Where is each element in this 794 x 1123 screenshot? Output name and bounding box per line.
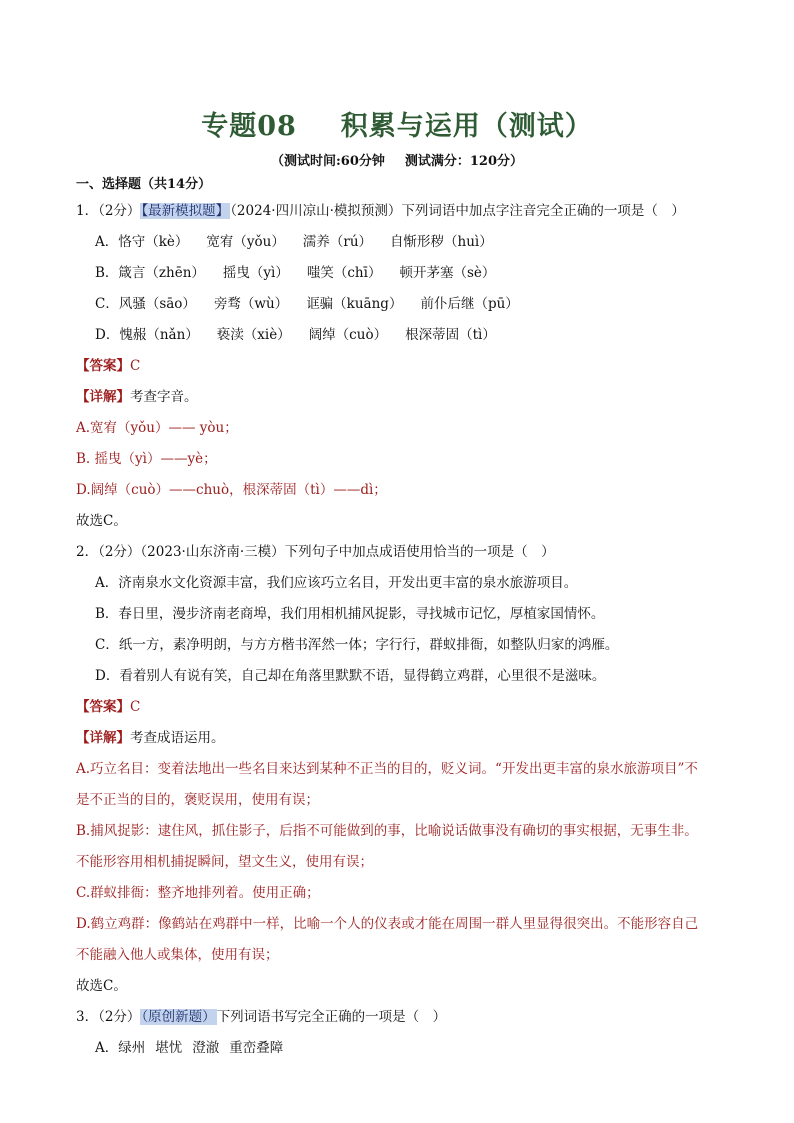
q3-tag: （原创新题）	[141, 1009, 216, 1025]
q3-prefix: 3．（2分）	[76, 1009, 141, 1025]
option-word: 重峦叠障	[229, 1040, 284, 1056]
q2-answer	[76, 697, 754, 717]
option-word: 宽宥（yǒu）	[206, 234, 285, 250]
question-2-stem: 2．（2分）（2023·山东济南·三模）下列句子中加点成语使用恰当的一项是（ ）	[76, 544, 555, 560]
option-word: 根深蒂固（tì）	[405, 327, 496, 343]
q1-option-d	[95, 325, 754, 345]
q3-stem-text: 下列词语书写完全正确的一项是（ ）	[216, 1009, 447, 1025]
answer-value: C	[130, 358, 141, 374]
q1-option-a	[95, 232, 754, 252]
q1-option-c	[95, 294, 754, 314]
question-1-stem	[76, 201, 754, 221]
option-word: 濡养（rú）	[302, 234, 373, 250]
q1-explain-line: D.阔绰（cuò）——chuò，根深蒂固（tì）——dì；	[76, 482, 387, 498]
option-word: 摇曳（yì）	[222, 265, 289, 281]
detail-text: 考查成语运用。	[130, 730, 225, 746]
option-word: 顿开茅塞（sè）	[399, 265, 496, 281]
option-word: 阔绰（cuò）	[308, 327, 388, 343]
answer-value: C	[130, 699, 141, 715]
detail-label: 【详解】	[76, 730, 130, 746]
q2-explain-line: 不能融入他人或集体，使用有误；	[76, 947, 279, 963]
q2-option-d: D．看着别人有说有笑，自己却在角落里默默不语，显得鹤立鸡群，心里很不是滋味。	[95, 668, 606, 684]
q1-explain-line: B. 摇曳（yì）——yè；	[76, 451, 217, 467]
answer-label: 【答案】	[76, 358, 130, 374]
option-word: 自惭形秽（huì）	[390, 234, 493, 250]
q1-tag: 【最新模拟题】	[141, 203, 230, 219]
q1-explain-line: A.宽宥（yǒu）—— yòu；	[76, 420, 238, 436]
q2-conclusion: 故选C。	[76, 978, 127, 994]
option-word: 堪忧	[155, 1040, 183, 1056]
option-word: C．风骚（sāo）	[95, 296, 196, 312]
option-word: A．绿州	[95, 1040, 146, 1056]
q2-explain-line: C.群蚁排衙：整齐地排列着。使用正确；	[76, 885, 320, 901]
detail-label: 【详解】	[76, 389, 130, 405]
q1-option-b	[95, 263, 754, 283]
q1-prefix: 1．（2分）	[76, 203, 141, 219]
q2-option-b: B．春日里，漫步济南老商埠，我们用相机捕风捉影，寻找城市记忆，厚植家国情怀。	[95, 606, 605, 622]
option-word: 诓骗（kuāng）	[306, 296, 403, 312]
test-time: （测试时间:60分钟	[270, 154, 385, 169]
answer-label: 【答案】	[76, 699, 130, 715]
q2-detail	[76, 728, 754, 748]
q1-detail	[76, 387, 754, 407]
test-score: 测试满分：120分）	[404, 154, 524, 169]
q1-stem-text: （2024·四川凉山·模拟预测）下列词语中加点字注音完全正确的一项是（ ）	[230, 203, 685, 219]
option-word: D．愧赧（nǎn）	[95, 327, 199, 343]
question-3-stem	[76, 1007, 754, 1027]
section-heading: 一、选择题（共14分）	[76, 177, 212, 192]
option-word: 前仆后继（pū）	[420, 296, 519, 312]
q2-explain-line: B.捕风捉影：逮住风，抓住影子，后指不可能做到的事，比喻说话做事没有确切的事实根据，无事生非。	[76, 823, 698, 839]
option-word: 旁骛（wù）	[213, 296, 289, 312]
q3-option-a	[95, 1038, 754, 1058]
subtitle	[0, 150, 794, 169]
q2-explain-line: D.鹤立鸡群：像鹤站在鸡群中一样，比喻一个人的仪表或才能在周围一群人里显得很突出。不能形容自己	[76, 916, 699, 932]
q2-option-c: C．纸一方，素净明朗，与方方楷书浑然一体；字行行，群蚁排衙，如整队归家的鸿雁。	[95, 637, 619, 653]
option-word: 澄澈	[192, 1040, 220, 1056]
q2-explain-line: 不能形容用相机捕捉瞬间，望文生义，使用有误；	[76, 854, 373, 870]
title-text: 积累与运用（测试）	[340, 111, 593, 142]
option-word: A．恪守（kè）	[95, 234, 189, 250]
q2-option-a: A．济南泉水文化资源丰富，我们应该巧立名目，开发出更丰富的泉水旅游项目。	[95, 575, 578, 591]
page-title	[0, 104, 794, 143]
q2-explain-line: 是不正当的目的，褒贬误用，使用有误；	[76, 792, 319, 808]
option-word: 嗤笑（chī）	[306, 265, 382, 281]
q1-answer	[76, 356, 754, 376]
option-word: 亵渎（xiè）	[216, 327, 291, 343]
q1-conclusion: 故选C。	[76, 513, 127, 529]
title-number: 专题08	[201, 111, 297, 142]
detail-text: 考查字音。	[130, 389, 198, 405]
q2-explain-line: A.巧立名目：变着法地出一些名目来达到某种不正当的目的，贬义词。“开发出更丰富的泉水旅游项目”不	[76, 761, 698, 777]
option-word: B．箴言（zhēn）	[95, 265, 205, 281]
